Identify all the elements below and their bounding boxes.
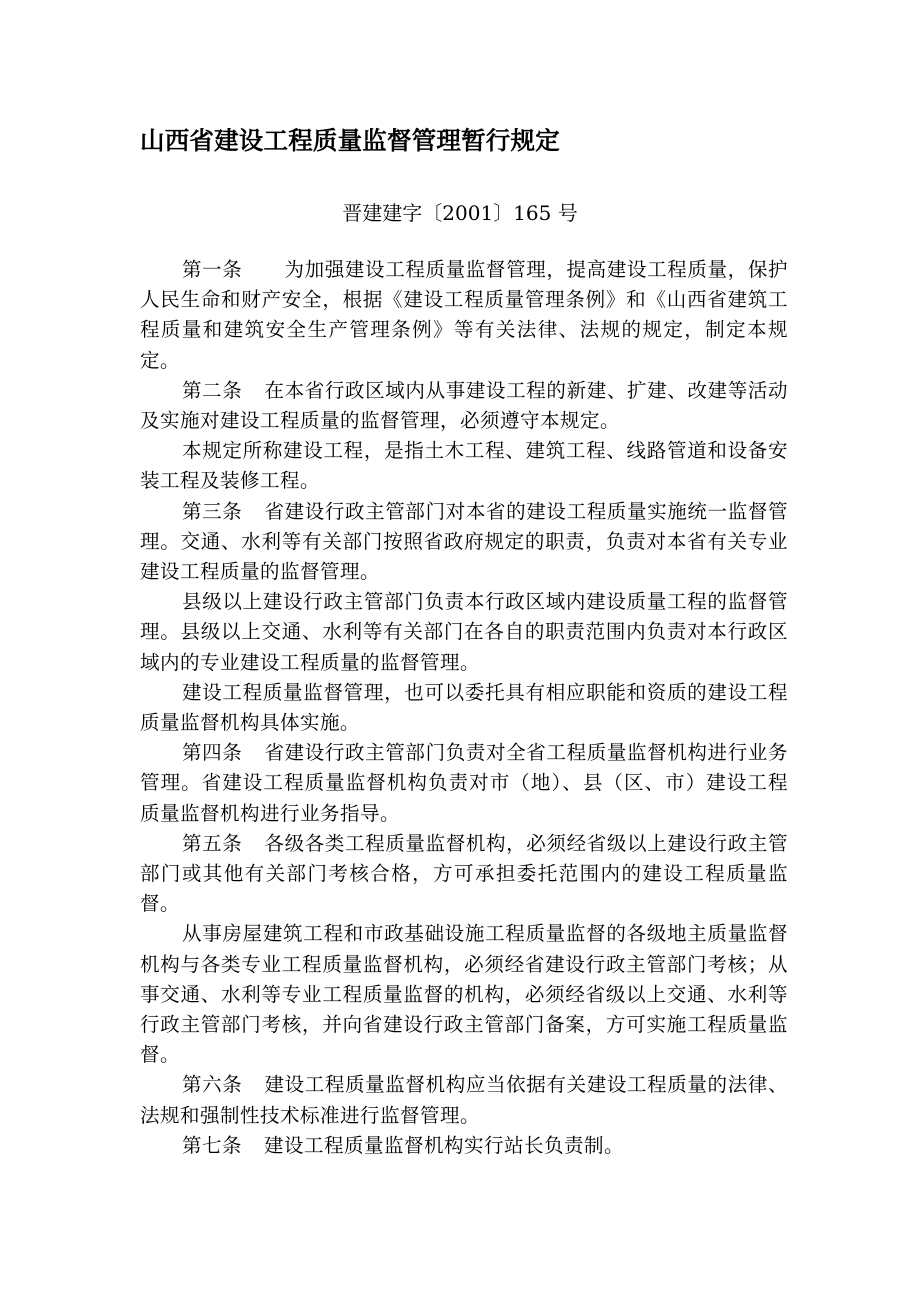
article-3-paragraph-continued <box>140 587 788 678</box>
article-label: 第七条 <box>182 1133 243 1157</box>
article-2-paragraph <box>140 376 788 436</box>
article-label: 第二条 <box>182 378 243 402</box>
paragraph-text: 建设工程质量监督管理，也可以委托具有相应职能和资质的建设工程质量监督机构具体实施。 <box>140 680 788 735</box>
document-body <box>140 255 788 1161</box>
article-7-paragraph <box>140 1131 788 1161</box>
article-text: 建设工程质量监督机构实行站长负责制。 <box>264 1133 625 1157</box>
article-text: 省建设行政主管部门负责对全省工程质量监督机构进行业务管理。省建设工程质量监督机构负责对市（地）、县（区、市）建设工程质量监督机构进行业务指导。 <box>140 741 788 825</box>
article-5-paragraph <box>140 829 788 920</box>
article-label: 第四条 <box>182 741 243 765</box>
document-number: 晋建建字〔2001〕165 号 <box>342 201 578 225</box>
paragraph-text: 本规定所称建设工程，是指土木工程、建筑工程、线路管道和设备安装工程及装修工程。 <box>140 439 788 493</box>
article-text: 在本省行政区域内从事建设工程的新建、扩建、改建等活动及实施对建设工程质量的监督管理，必须遵守本规定。 <box>140 378 788 433</box>
article-text: 省建设行政主管部门对本省的建设工程质量实施统一监督管理。交通、水利等有关部门按照省政府规定的职责，负责对本省有关专业建设工程质量的监督管理。 <box>140 499 788 584</box>
article-label: 第三条 <box>182 499 243 523</box>
article-1-paragraph <box>140 255 788 376</box>
article-label: 第一条 <box>182 258 243 281</box>
article-label: 第五条 <box>182 831 243 855</box>
article-text: 为加强建设工程质量监督管理，提高建设工程质量，保护人民生命和财产安全，根据《建设工程质量管理条例》和《山西省建筑工程质量和建筑安全生产管理条例》等有关法律、法规的规定，制定本规定。 <box>140 258 788 372</box>
article-text: 建设工程质量监督机构应当依据有关建设工程质量的法律、法规和强制性技术标准进行监督管理。 <box>140 1073 788 1127</box>
article-4-paragraph <box>140 738 788 829</box>
document-title: 山西省建设工程质量监督管理暂行规定 <box>140 126 560 155</box>
article-3-paragraph <box>140 497 788 588</box>
paragraph-text: 从事房屋建筑工程和市政基础设施工程质量监督的各级地主质量监督机构与各类专业工程质量监督机构，必须经省建设行政主管部门考核；从事交通、水利等专业工程质量监督的机构，必须经省级以上交通、水利等行政主管部门考核，并向省建设行政主管部门备案，方可实施工程质量监督。 <box>140 922 788 1067</box>
article-3-paragraph-continued <box>140 678 788 738</box>
paragraph-text: 县级以上建设行政主管部门负责本行政区域内建设质量工程的监督管理。县级以上交通、水利等有关部门在各自的职责范围内负责对本行政区域内的专业建设工程质量的监督管理。 <box>140 590 788 674</box>
article-text: 各级各类工程质量监督机构，必须经省级以上建设行政主管部门或其他有关部门考核合格，方可承担委托范围内的建设工程质量监督。 <box>140 831 788 916</box>
article-5-paragraph-continued <box>140 919 788 1070</box>
article-6-paragraph <box>140 1070 788 1130</box>
article-2-paragraph-continued <box>140 436 788 496</box>
article-label: 第六条 <box>182 1073 243 1097</box>
